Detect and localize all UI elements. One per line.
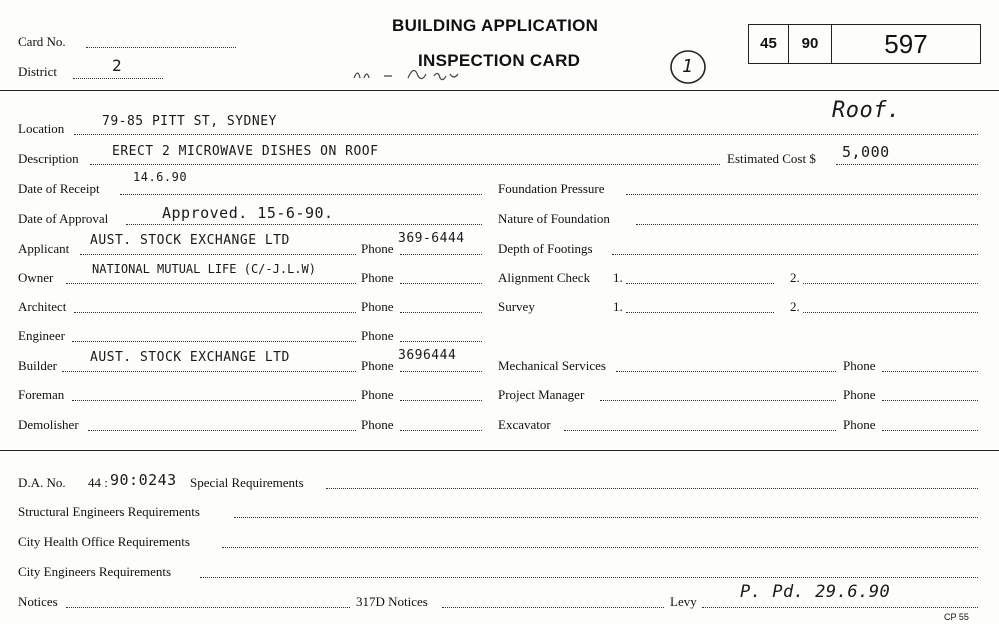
project-manager-line	[600, 400, 836, 401]
survey-1-line	[626, 312, 774, 313]
da-label: D.A. No.	[18, 475, 66, 490]
da-value: 90:0243	[110, 471, 177, 489]
applicant-phone-label: Phone	[361, 241, 394, 256]
applicant-label: Applicant	[18, 241, 70, 256]
date-approval-line	[126, 224, 482, 225]
description-label: Description	[18, 151, 79, 166]
card-no-line	[86, 47, 236, 48]
notices-label: Notices	[18, 594, 58, 609]
header-divider	[0, 90, 999, 91]
foundation-pressure-line	[626, 194, 978, 195]
engineer-line	[72, 341, 356, 342]
date-receipt-value: 14.6.90	[133, 170, 188, 184]
date-receipt-label: Date of Receipt	[18, 181, 100, 196]
box-45: 45	[748, 24, 789, 64]
demolisher-line	[88, 430, 356, 431]
estimated-cost-line	[836, 164, 978, 165]
survey-2-line	[803, 312, 978, 313]
footer-divider	[0, 450, 999, 451]
mechanical-line	[616, 371, 836, 372]
special-req-line	[326, 488, 978, 489]
excavator-label: Excavator	[498, 417, 551, 432]
applicant-phone-value: 369-6444	[398, 231, 465, 246]
architect-line	[74, 312, 356, 313]
excavator-phone-line	[882, 430, 978, 431]
owner-label: Owner	[18, 270, 54, 285]
depth-footings-label: Depth of Footings	[498, 241, 593, 256]
owner-line	[66, 283, 356, 284]
district-value: 2	[112, 56, 123, 75]
engineer-phone-label: Phone	[361, 328, 394, 343]
scribble-mark	[350, 66, 550, 84]
foundation-pressure-label: Foundation Pressure	[498, 181, 605, 196]
box-90: 90	[788, 24, 832, 64]
excavator-phone-label: Phone	[843, 417, 876, 432]
architect-phone-label: Phone	[361, 299, 394, 314]
description-line	[90, 164, 720, 165]
foreman-phone-line	[400, 400, 482, 401]
location-value: 79-85 PITT ST, SYDNEY	[102, 114, 277, 129]
builder-phone-line	[400, 371, 482, 372]
levy-value: P. Pd. 29.6.90	[740, 582, 891, 602]
levy-line	[702, 607, 978, 608]
engineer-label: Engineer	[18, 328, 65, 343]
alignment-check-label: Alignment Check	[498, 270, 591, 285]
survey-1-label: 1.	[613, 299, 623, 314]
nature-foundation-line	[636, 224, 978, 225]
demolisher-label: Demolisher	[18, 417, 79, 432]
excavator-line	[564, 430, 836, 431]
alignment-1-label: 1.	[613, 270, 623, 285]
demolisher-phone-label: Phone	[361, 417, 394, 432]
builder-value: AUST. STOCK EXCHANGE LTD	[90, 350, 290, 365]
applicant-line	[80, 254, 356, 255]
owner-phone-line	[400, 283, 482, 284]
city-health-line	[222, 547, 978, 548]
notices-317d-label: 317D Notices	[356, 594, 428, 609]
date-approval-value: Approved. 15-6-90.	[162, 204, 334, 222]
engineer-phone-line	[400, 341, 482, 342]
city-engineers-label: City Engineers Requirements	[18, 564, 172, 579]
special-req-label: Special Requirements	[190, 475, 304, 490]
location-label: Location	[18, 121, 65, 136]
card-title-line2: INSPECTION CARD	[418, 51, 581, 70]
form-code: CP 55	[944, 612, 969, 622]
project-manager-label: Project Manager	[498, 387, 585, 402]
architect-label: Architect	[18, 299, 67, 314]
circled-number-value: 1	[682, 56, 694, 77]
alignment-2-line	[803, 283, 978, 284]
structural-line	[234, 517, 978, 518]
project-manager-phone-line	[882, 400, 978, 401]
owner-value: NATIONAL MUTUAL LIFE (C/-J.L.W)	[92, 262, 316, 276]
mechanical-phone-label: Phone	[843, 358, 876, 373]
foreman-line	[72, 400, 356, 401]
card-no-label: Card No.	[18, 34, 66, 49]
circled-number	[668, 48, 708, 86]
levy-label: Levy	[670, 594, 697, 609]
district-label: District	[18, 64, 57, 79]
card-number-box: 597	[831, 24, 981, 64]
structural-label: Structural Engineers Requirements	[18, 504, 200, 519]
nature-foundation-label: Nature of Foundation	[498, 211, 610, 226]
notices-317d-line	[442, 607, 664, 608]
district-line	[73, 78, 163, 79]
city-health-label: City Health Office Requirements	[18, 534, 190, 549]
mechanical-label: Mechanical Services	[498, 358, 606, 373]
description-value: ERECT 2 MICROWAVE DISHES ON ROOF	[112, 144, 379, 159]
date-approval-label: Date of Approval	[18, 211, 109, 226]
roof-note: Roof.	[832, 98, 901, 123]
location-line	[74, 134, 978, 135]
builder-line	[62, 371, 356, 372]
alignment-1-line	[626, 283, 774, 284]
survey-label: Survey	[498, 299, 535, 314]
alignment-2-label: 2.	[790, 270, 800, 285]
builder-label: Builder	[18, 358, 57, 373]
estimated-cost-value: 5,000	[842, 143, 890, 161]
foreman-label: Foreman	[18, 387, 65, 402]
mechanical-phone-line	[882, 371, 978, 372]
notices-line	[66, 607, 350, 608]
demolisher-phone-line	[400, 430, 482, 431]
project-manager-phone-label: Phone	[843, 387, 876, 402]
date-receipt-line	[120, 194, 482, 195]
depth-footings-line	[612, 254, 978, 255]
da-prefix: 44 :	[88, 475, 108, 490]
builder-phone-label: Phone	[361, 358, 394, 373]
survey-2-label: 2.	[790, 299, 800, 314]
architect-phone-line	[400, 312, 482, 313]
owner-phone-label: Phone	[361, 270, 394, 285]
city-engineers-line	[200, 577, 978, 578]
estimated-cost-label: Estimated Cost $	[727, 151, 816, 166]
applicant-phone-line	[400, 254, 482, 255]
foreman-phone-label: Phone	[361, 387, 394, 402]
builder-phone-value: 3696444	[398, 348, 457, 363]
applicant-value: AUST. STOCK EXCHANGE LTD	[90, 233, 290, 248]
card-title-line1: BUILDING APPLICATION	[392, 16, 599, 35]
